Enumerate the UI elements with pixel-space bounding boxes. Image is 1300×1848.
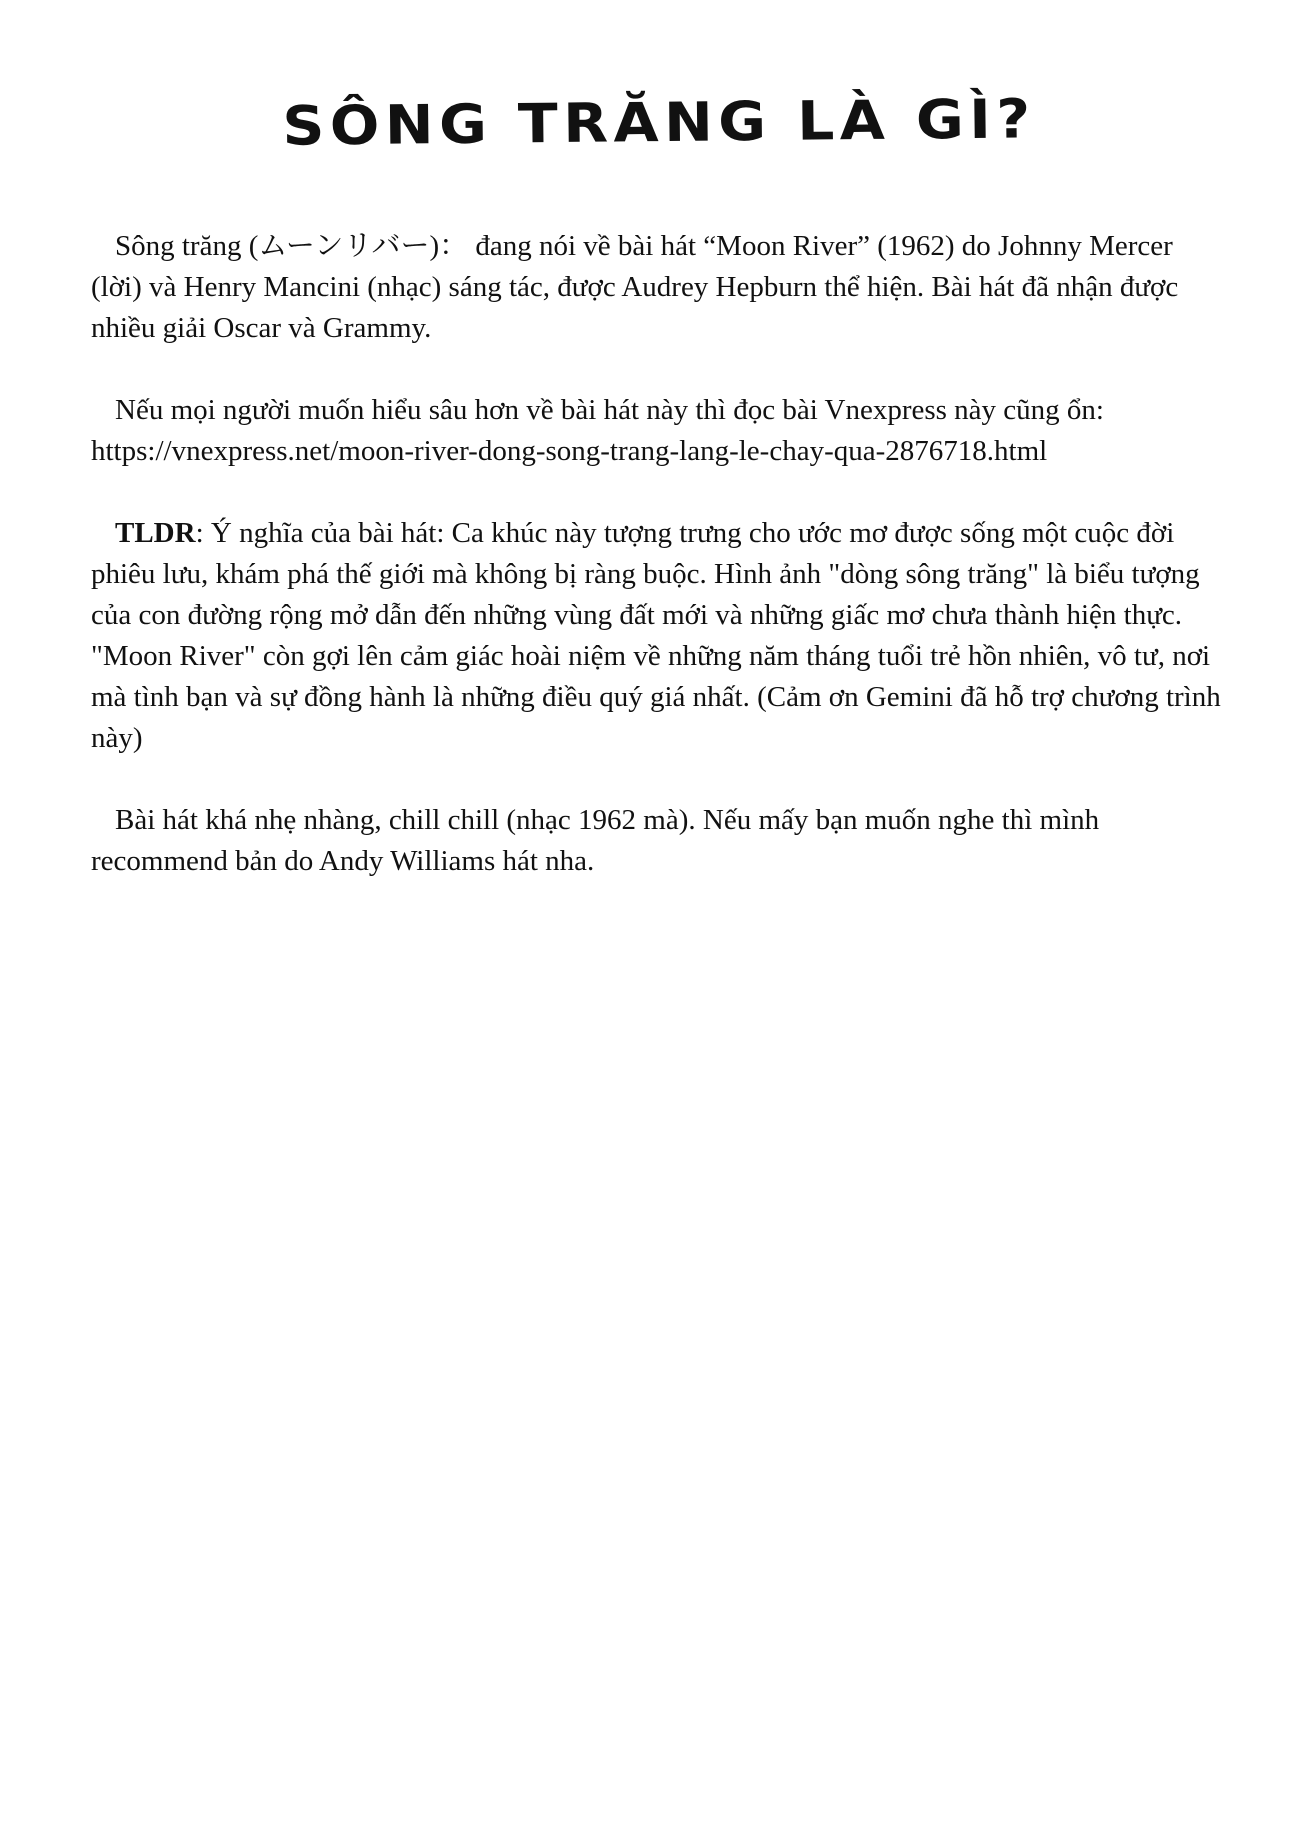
page-title: SÔNG TRĂNG LÀ GÌ?	[282, 87, 1036, 158]
article-url: https://vnexpress.net/moon-river-dong-song-trang-lang-le-chay-qua-2876718.html	[91, 435, 1048, 467]
paragraph-vnexpress-reference	[91, 390, 1226, 472]
paragraph-text: Bài hát khá nhẹ nhàng, chill chill (nhạc 1962 mà). Nếu mấy bạn muốn nghe thì mình recommend bản do Andy Williams hát nha.	[91, 804, 1100, 877]
paragraph-recommendation	[91, 800, 1226, 882]
paragraph-text: : Ý nghĩa của bài hát: Ca khúc này tượng trưng cho ước mơ được sống một cuộc đời phiêu lưu, khám phá thế giới mà không bị ràng buộc. Hình ảnh "dòng sông trăng" là biểu tượng của con đường rộng mở dẫn đến những vùng đất mới và những giấc mơ chưa thành hiện thực. "Moon River" còn gợi lên cảm giác hoài niệm về những năm tháng tuổi trẻ hồn nhiên, vô tư, nơi mà tình bạn và sự đồng hành là những điều quý giá nhất. (Cảm ơn Gemini đã hỗ trợ chương trình này)	[91, 517, 1221, 754]
paragraph-moon-river-intro	[91, 226, 1226, 349]
article-body	[91, 226, 1226, 882]
paragraph-text: Sông trăng (ムーンリバー)： đang nói về bài hát “Moon River” (1962) do Johnny Mercer (lời) và Henry Mancini (nhạc) sáng tác, được Audrey Hepburn thể hiện. Bài hát đã nhận được nhiều giải Oscar và Grammy.	[91, 230, 1179, 344]
paragraph-tldr	[91, 513, 1226, 759]
tldr-label: TLDR	[115, 517, 196, 549]
paragraph-text: Nếu mọi người muốn hiểu sâu hơn về bài hát này thì đọc bài Vnexpress này cũng ổn:	[115, 394, 1104, 426]
